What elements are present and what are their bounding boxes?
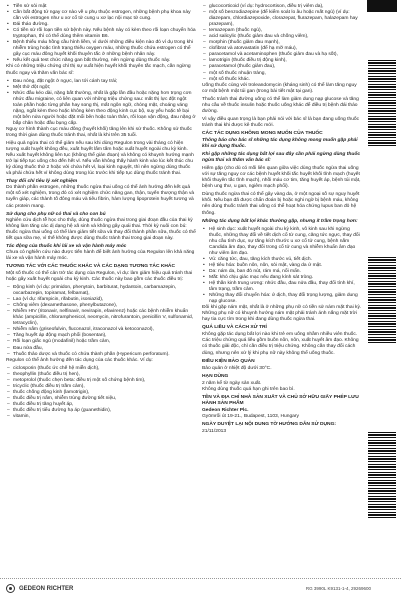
- list-item: • Vú: căng tức, đau, tăng kích thước vú, tiết dịch.: [202, 257, 363, 263]
- section-heading: HẠN DÙNG: [202, 373, 229, 379]
- list-item: • Cần bất động tứ ngay cơ nào về u phụ thuộc estrogen, những bệnh phụ khoa này cần với estrogen như u xơ cổ tử cung u xơ lạc nội mạc tử cung.: [6, 10, 196, 22]
- section-heading: TƯƠNG TÁC VỚI CÁC THUỐC KHÁC VÀ CÁC DẠNG TƯƠNG TÁC KHÁC: [6, 263, 175, 269]
- section-heading: ĐIỀU KIỆN BẢO QUẢN: [202, 358, 255, 364]
- manufacturer-address: Gyömrői út 19-21., Budapest, 1103, Hungary: [202, 413, 299, 419]
- paragraph: Chưa có nghiên cứu nào được tiến hành để biết ảnh hưởng của Regulon lên khả năng lái xe và vận hành máy móc.: [6, 249, 195, 261]
- paragraph: Nghiên cứu dịch tễ học cho thấy, dùng thuốc ngừa thai trong giai đoạn đầu của thai kỳ không làm tăng các dị dạng hệ xã sinh và không gây quái thai. Thời kỳ nuôi con bú: thuốc ngừa thai uống có thể làm giảm tiết sữa và thay đổi thành phần sữa, thuốc có thể tiết qua sữa mẹ, vì thế không được dùng thuốc tránh thai trong giai đoạn này.: [6, 217, 196, 241]
- paragraph: Không dùng thuốc quá hạn ghi trên bao bì.: [202, 386, 295, 392]
- section-heading: CÁC TÁC DỤNG KHÔNG MONG MUỐN CỦA THUỐC: [202, 130, 323, 136]
- affected-drugs-list-continued: [202, 4, 363, 83]
- list-item: – tricyclic (thuốc điều trị trầm cảm),: [6, 384, 196, 390]
- list-item: – Nhiễm nấm (griseofulvin, fluconazol, itraconazol và ketoconazol),: [6, 327, 196, 333]
- list-item: – metoprolol (thuốc chẹn beta: điều trị một số chứng bệnh tim),: [6, 378, 196, 384]
- list-item: – Chống viêm (dexamethasone, phenylbutazone),: [6, 303, 196, 309]
- list-item: – một số thuốc khác.: [202, 77, 363, 83]
- list-item: – Tăng huyết áp động mạch phổi (bosentan),: [6, 333, 196, 339]
- paragraph: Một số thuốc có thể cản trở tác dụng của Regulon, vì dụ: làm giảm hiệu quả tránh thai hoặc gây xuất huyết ngoài chu kỳ kinh. Các thuốc này bao gồm các thuốc điều trị:: [6, 270, 193, 283]
- section-heading: Sử dụng cho phụ nữ có thai và cho con bú: [6, 211, 106, 217]
- affected-drugs-list: [6, 366, 196, 420]
- print-code: RG 3990L K9131-1-4, 29269600: [305, 586, 371, 591]
- paragraph: Đôi khi gặp nám mặt, nhất là ở những phụ nữ có tiền sử nám mặt thai kỳ. Những phụ nữ có khuynh hướng nám mặt phải tránh ánh nắng mặt trời hay tia cực tím trong khi đang dùng thuốc ngừa thai.: [202, 305, 362, 323]
- precautions-list: [6, 4, 196, 64]
- list-item: – Thuốc thảo dược và thuốc có chứa thành phần (Hypericum perforatum).: [6, 352, 196, 358]
- list-item: – thuốc điều trị tăng huyết áp,: [6, 402, 196, 408]
- list-item: • Bệnh thiếu máu hồng cầu hình liềm, vì dưới những điều kiện nào đó ví dụ trong khi nhiễm trùng hoặc tình trạng thiếu oxygen máu, những thuốc chứa estrogen có thể gây cục máu đông huyết khối thuyên tắc ở những bệnh nhân này.: [6, 40, 196, 58]
- list-item: – paracetamol (thuốc giảm đau),: [202, 64, 363, 70]
- paragraph: Bảo quản ở nhiệt độ dưới 30°C.: [202, 365, 272, 371]
- list-item: – thuốc điều trị tiểu đường hạ áp (guanethidin),: [6, 408, 196, 414]
- list-item: • Hệ thần kinh trung ương: nhức đầu, đau nửa đầu, thay đổi tính khí, tâm trạng, trầm cảm.: [202, 281, 363, 293]
- paragraph: Khi có những triệu chứng chỉ thị sự xuất hiện huyết khối thuyên tắc mạch, cần ngừng thuốc ngay và thăm vấn bác sĩ:: [6, 64, 191, 76]
- brand-logo: [6, 584, 73, 593]
- list-item: – temazepam (thuốc ngủ),: [202, 28, 363, 34]
- list-item: • Nhức đầu kéo dài, nặng bất thường, nhất là gặp lần đầu hoặc nặng hơn trọng cơn nhức đầu migraine, có liên quan với những triệu chứng sau: mất thị lực đột ngột toàn phần hoặc từng phần hay song thị, mất ngôn ngữ, chóng mặt, choáng váng nặng, ngất kèm theo hoặc không kèm theo động kinh cục bộ, suy yếu hoặc tê bại một bên nửa người hoặc đặt mổi bên hoặc toàn thân, rối loạn vận động, đau nặng ở bắp chân hoặc đầu bụng cấp.: [6, 91, 196, 127]
- list-item: – Nhiễm HIV (ritonavir, nelfinavir, nevirapin, efavirenz) hoặc các bệnh nhiễm khuẩn khác (ampicillin, chloramphenicol, neomycin, nitrofurantoin, penicillin V, sulfonamid, tetracyclin),: [6, 309, 196, 327]
- paragraph: Thông báo cho bác sĩ những tác dụng không mong muốn gặp phải khi sử dụng thuốc.: [202, 137, 358, 150]
- gedeon-richter-logo-icon: [6, 584, 15, 593]
- list-item: – Lao (ví dụ: rifampicin, rifabutin, isoniazid),: [6, 297, 196, 303]
- paragraph: 2 năm kể từ ngày sản xuất.: [202, 380, 262, 386]
- list-item: – clofibrat và atorvastatin (để hạ mỡ máu),: [202, 46, 363, 52]
- right-column: [202, 4, 363, 437]
- paragraph: Nguy cơ hình thành cục máu đông (huyết khối) tăng lên khi sử thuốc. Không sử thuốc trong thời gian dùng thuốc tránh thai, nhất là khi trên 35 tuổi.: [6, 126, 192, 138]
- list-item: – Đau nửa đầu,: [6, 346, 196, 352]
- list-item: – ciclosporin (thuốc ức chế hệ miễn dịch),: [6, 366, 196, 372]
- section-heading: QUÁ LIỀU VÀ CÁCH XỬ TRÍ: [202, 325, 267, 331]
- list-item: – một số benzodiazepine (để kiểm soát lo âu hoặc mất ngủ) (ví dụ: diazepam, chlordiazepoxide, clorazepat, flurazepam, halazepam hay prazepam),: [202, 10, 363, 28]
- list-item: • Mắt: khó chịu giác mạc nếu đang kính sát tròng.: [202, 275, 363, 281]
- warning-list: [6, 79, 196, 127]
- list-item: – thuốc chống động kinh (lamotrigin),: [6, 390, 196, 396]
- list-item: – thuốc điều trị nấm, nhiễm trùng đường tiết niệu,: [6, 396, 196, 402]
- paragraph: Khi gặp những tác dụng bất lợi sau đây cần phải ngừng dùng thuốc ngừa thai và thăm vấn bác sĩ:: [202, 152, 361, 164]
- list-item: – Rối loạn giấc ngủ (modafinil) hoặc trầm cảm,: [6, 339, 196, 345]
- list-item: • Đái tháo đường.: [6, 22, 196, 28]
- list-item: • Hệ tiêu hóa: buồn nôn, nôn, sỏi mật, vàng da ứ mật.: [202, 263, 363, 269]
- manufacturer-name: Gedeon Richter Plc.: [202, 407, 249, 413]
- revision-date: 21/11/2013: [202, 429, 227, 435]
- list-item: – Động kinh (ví dụ: primidon, phenytoin, barbiturat, hydantoin, carbamazepin, oxcarbazepin, topiramat, felbamat),: [6, 285, 196, 297]
- list-item: – acid salicylic (thuốc giảm đau và chống viêm),: [202, 34, 363, 40]
- interaction-list: [6, 285, 196, 358]
- list-item: – vitamin,: [6, 414, 196, 420]
- list-item: – một số thuốc nhuận tràng,: [202, 71, 363, 77]
- list-item: • Đau nóng, đặt ngột ở ngực, lan tới cánh tay trái;: [6, 79, 196, 85]
- paragraph: Uống thuốc cùng với troleandomycin (kháng sinh) có thể làm tăng nguy cơ mật bệnh mật túi gan (trong bài tiết mật tại gan).: [202, 82, 357, 94]
- list-item: • Có tiền sử rối loạn tiền sử bệnh này. Nếu bệnh này có kèm theo rối loạn chuyển hóa tryptophan, thì có thể dùng thêm vitamin B6.: [6, 28, 196, 40]
- section-heading: Thay đổi chỉ tiêu lý xét nghiệm: [6, 179, 78, 185]
- list-item: • Tiền sử sỏi mật: [6, 4, 196, 10]
- list-item: • Những thay đổi chuyển hóa: ứ dịch, thay đổi trọng lượng, giảm dung nạp glucose.: [202, 293, 363, 305]
- section-heading: TÊN VÀ ĐỊA CHỈ NHÀ SẢN XUẤT VÀ CHỦ SỞ HỮU GIẤY PHÉP LƯU HÀNH SẢN PHẨM: [202, 394, 359, 406]
- list-item: • Mệt thở đột ngột;: [6, 85, 196, 91]
- adverse-effects-list: [202, 227, 363, 306]
- paragraph: Regulon có thể ảnh hưởng đến tác dụng của các thuốc khác. Ví dụ:: [6, 357, 153, 363]
- registration-mark: [367, 0, 397, 12]
- barcode-strip: [368, 432, 396, 520]
- section-heading: NGÀY DUYỆT LẠI NỘI DUNG TỜ HƯỚNG DẪN SỬ DỤNG:: [202, 422, 337, 427]
- list-item: – paracetamol và acetaminophen (thuốc giảm đau và hạ sốt),: [202, 52, 363, 58]
- fold-line: [0, 578, 401, 579]
- list-item: – lamotrigin (thuốc điều trị động kinh),: [202, 58, 363, 64]
- paragraph: Hiệu quả ngừa thai có thể giảm nếu sau khi dùng Regulon trong vài tháng có hiện tượng xuất huyết không đều, xuất huyết lấm tấm hoặc xuất huyết ngoài chu kỳ kinh. Nếu xuất huyết không liên tục (không thể gián đoạn) và không có khuynh hướng mạnh trở lại tiếp tục uống cho đến hết vỉ. Nếu vẫn không thấy hành kinh vào lúc kết thúc chu kỳ dùng thuốc thứ 2 hoặc với chứa hết vỉ, loại kinh nguyệt, thì nên ngừng dùng thuốc và phải chứa hết vỉ không dùng trong lúc trước khi tiếp tục dùng thuốc tránh thai.: [6, 141, 194, 177]
- list-item: • Da: nám da, ban đỏ nút, rám má, nổi mẩn.: [202, 269, 363, 275]
- paragraph: Hiếm gặp (cho dù có mối liên quan giữa việc dùng thuốc ngừa thai uống với sự tăng nguy cơ các bệnh huyết khối tắc huyết khối tĩnh mạch (huyết khối thuyên tắc tĩnh mạch), nhồi máu cơ tim, tăng huyết áp, bệnh túi mật, bệnh ung thư, u gan, ngiêm mạch phổi).: [202, 166, 361, 190]
- paragraph: Vì vậy điều quan trọng là bạn phải nói với bác sĩ là bạn đang uống thuốc tránh thai khi được kê thuốc mới.: [202, 116, 360, 128]
- list-item: – glucocorticoid (ví dụ: hydrocortison, điều trị viêm da),: [202, 4, 363, 10]
- paragraph: Thuốc tránh thai đường uống có thể làm giảm dung nạp glucose và tăng nhu cầu về thuốc insulin hoặc thuốc uống khác để điều trị bệnh đái tháo đường.: [202, 96, 359, 114]
- paragraph: Những tác dụng bất lợi khác thường gặp, nhưng ít trầm trọng hơn:: [202, 218, 358, 224]
- brand-name: GEDEON RICHTER: [19, 585, 74, 592]
- list-item: – morphin (thuốc giảm đau mạnh),: [202, 40, 363, 46]
- barcode-strip: [368, 60, 396, 148]
- left-column: [6, 4, 196, 420]
- paragraph: Dùng thuốc ngừa thai có thể gây vàng da, ở một ngoại số sự nguy huyết khối. Nếu bạn đã được chẩn đoán bị hoặc nghi ngờ bị bệnh máu, không nên dùng thuốc tránh thai uống có thể hoạt hóa chứng lupus ban đỏ hệ thống.: [202, 192, 360, 216]
- list-item: • Hệ sinh dục: xuất huyết ngoài chu kỳ kinh, vô kinh sau khi ngừng thuốc, những thay đổi về tiết dịch cổ tử cung, căng tức ngực, thay đổi nhu cầu tình dục, sự tăng kích thước u xơ cổ tử cung, bệnh nấm Candida âm đạo, thay đổi trong cổ tử cung và nhiễm khuẩn âm đạo như viêm âm đạo.: [202, 227, 363, 257]
- section-heading: Tác động của thuốc khi lái xe và vận hành máy móc: [6, 243, 127, 249]
- paragraph: Do thành phần estrogen, những thuốc ngừa thai uống có thể ảnh hưởng đến kết quả một số xét nghiệm, trong đó có xét nghiệm chức năng gan, thận, tuyến thượng thận và tuyến giáp, các thành tố đông máu và tiêu fibrin, hàm lượng lipoprotein huyết tương và các protein mang.: [6, 185, 195, 209]
- barcode-strip: [368, 257, 396, 345]
- list-item: – theophyllin (thuốc điều trị hen),: [6, 372, 196, 378]
- list-item: • Nếu kết quả test chức năng gan bất thường, nên ngừng dùng thuốc này.: [6, 58, 196, 64]
- paragraph: Không gặp tác dụng bất lợi nào khi trẻ em uống nhầm nhiều viên thuốc. Các triệu chứng quá liều gồm buồn nôn, nôn, xuất huyết âm đạo. Không có thuốc giải độc, chỉ cần điều trị triệu chứng. Không cần thay đổi cách dùng, nhưng nên xử lý khi phụ nữ này không thể uống thuốc.: [202, 332, 359, 356]
